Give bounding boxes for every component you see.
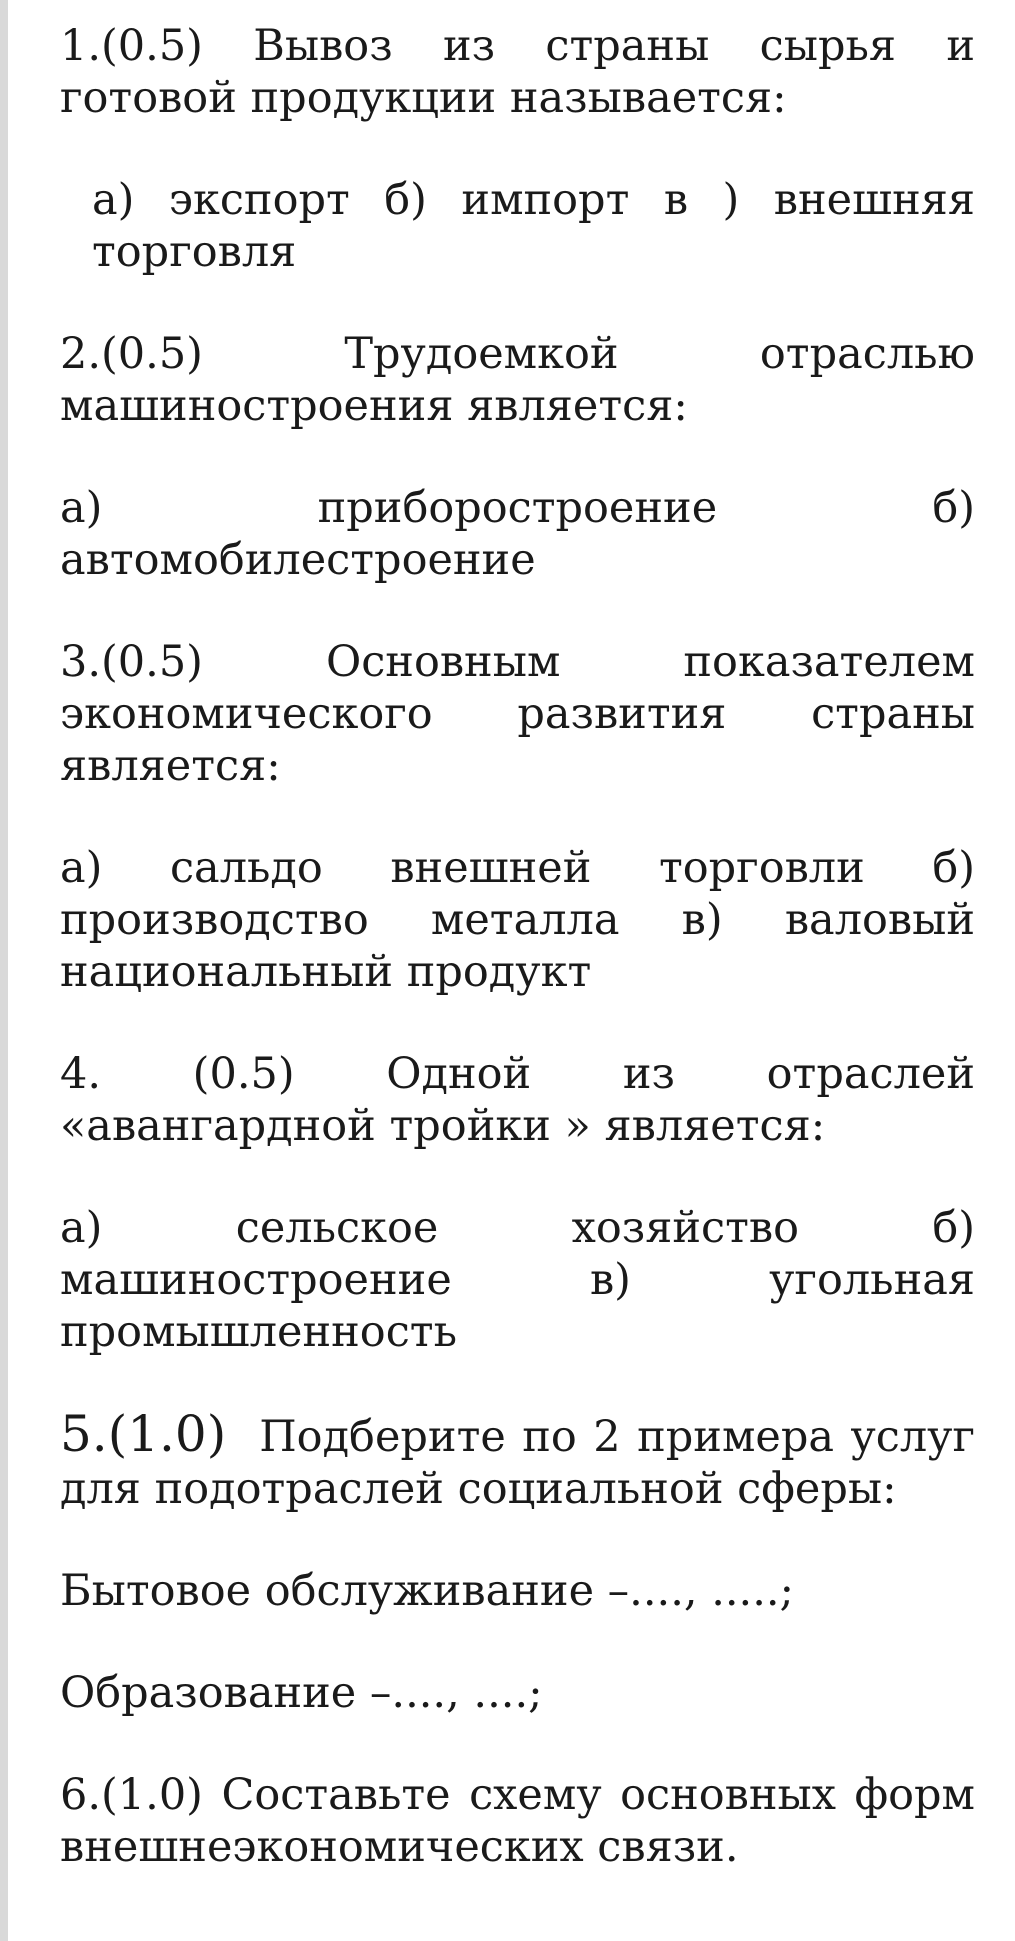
question-4-options: а) сельское хозяйство б) машиностроение в) угольная промышленность bbox=[60, 1203, 975, 1357]
question-5-item-2: Образование –...., ....; bbox=[60, 1668, 543, 1718]
question-1: 1.(0.5) Вывоз из страны сырья и готовой продукции называется: bbox=[60, 21, 975, 123]
question-3: 3.(0.5) Основным показателем экономического развития страны является: bbox=[60, 637, 975, 791]
question-5-item-1: Бытовое обслуживание –...., .....; bbox=[60, 1566, 795, 1616]
question-5-number: 5.(1.0) bbox=[60, 1405, 227, 1463]
page-edge-strip bbox=[0, 0, 8, 1941]
question-5 bbox=[60, 1405, 975, 1515]
document-body bbox=[60, 20, 975, 1923]
question-5-text: Подберите по 2 примера услуг для подотраслей социальной сферы: bbox=[60, 1412, 975, 1514]
question-1-options: а) экспорт б) импорт в ) внешняя торговля bbox=[92, 175, 975, 277]
question-6: 6.(1.0) Составьте схему основных форм внешнеэкономических связи. bbox=[60, 1770, 975, 1872]
question-4: 4. (0.5) Одной из отраслей «авангардной тройки » является: bbox=[60, 1049, 975, 1151]
question-2-options: а) приборостроение б) автомобилестроение bbox=[60, 483, 975, 585]
question-3-options: а) сальдо внешней торговли б) производство металла в) валовый национальный продукт bbox=[60, 843, 975, 997]
question-2: 2.(0.5) Трудоемкой отраслью машиностроения является: bbox=[60, 329, 975, 431]
